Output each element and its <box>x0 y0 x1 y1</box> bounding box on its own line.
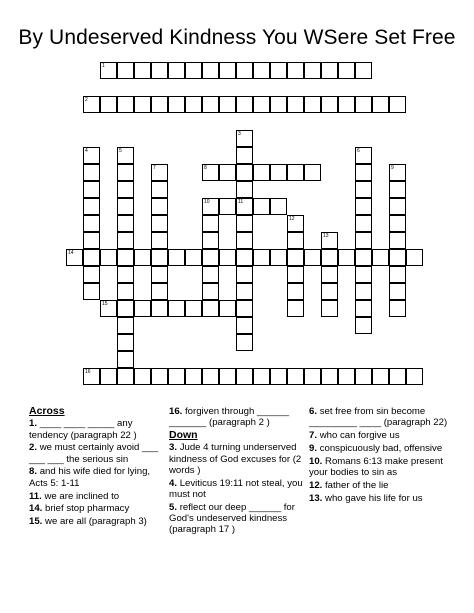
grid-cell[interactable] <box>100 62 117 79</box>
clue-down-3: 3. Jude 4 turning underserved kindness of God excuses for (2 words ) <box>169 442 302 476</box>
grid-cell[interactable] <box>151 96 168 113</box>
grid-cell[interactable] <box>270 368 287 385</box>
grid-cell[interactable] <box>185 96 202 113</box>
clue-column-left <box>29 406 159 529</box>
cell-number: 9 <box>391 165 394 171</box>
grid-cell[interactable] <box>304 62 321 79</box>
grid-cell[interactable] <box>270 249 287 266</box>
grid-cell[interactable] <box>355 368 372 385</box>
clue-across-8: 8. and his wife died for lying, Acts 5: 1-11 <box>29 466 151 489</box>
grid-cell[interactable] <box>83 215 100 232</box>
grid-cell[interactable] <box>253 62 270 79</box>
grid-cell[interactable] <box>168 62 185 79</box>
grid-cell[interactable] <box>338 368 355 385</box>
grid-cell[interactable] <box>372 368 389 385</box>
grid-cell[interactable] <box>219 368 236 385</box>
grid-cell[interactable] <box>389 164 406 181</box>
grid-cell[interactable] <box>117 334 134 351</box>
grid-cell[interactable] <box>168 96 185 113</box>
grid-cell[interactable] <box>83 96 100 113</box>
grid-cell[interactable] <box>219 62 236 79</box>
grid-cell[interactable] <box>117 215 134 232</box>
grid-cell[interactable] <box>202 266 219 283</box>
grid-cell[interactable] <box>389 96 406 113</box>
grid-cell[interactable] <box>117 232 134 249</box>
clue-across-11: 11. we are inclined to <box>29 490 120 502</box>
grid-cell[interactable] <box>236 164 253 181</box>
grid-cell[interactable] <box>236 96 253 113</box>
cell-number: 7 <box>153 165 156 171</box>
grid-cell[interactable] <box>151 249 168 266</box>
grid-cell[interactable] <box>355 215 372 232</box>
grid-cell[interactable] <box>321 368 338 385</box>
grid-cell[interactable] <box>83 249 100 266</box>
grid-cell[interactable] <box>338 62 355 79</box>
grid-cell[interactable] <box>236 300 253 317</box>
grid-cell[interactable] <box>355 96 372 113</box>
grid-cell[interactable] <box>355 232 372 249</box>
grid-cell[interactable] <box>202 62 219 79</box>
grid-cell[interactable] <box>117 368 134 385</box>
grid-cell[interactable] <box>151 181 168 198</box>
cell-number: 8 <box>204 165 207 171</box>
grid-cell[interactable] <box>168 368 185 385</box>
grid-cell[interactable] <box>134 300 151 317</box>
cell-number: 6 <box>357 148 360 154</box>
grid-cell[interactable] <box>151 300 168 317</box>
grid-cell[interactable] <box>355 164 372 181</box>
grid-cell[interactable] <box>117 198 134 215</box>
grid-cell[interactable] <box>151 215 168 232</box>
grid-cell[interactable] <box>287 96 304 113</box>
grid-cell[interactable] <box>236 334 253 351</box>
cell-number: 2 <box>85 97 88 103</box>
clue-across-14: 14. brief stop pharmacy <box>29 503 130 515</box>
grid-cell[interactable] <box>202 300 219 317</box>
down-heading: Down <box>169 429 198 442</box>
grid-cell[interactable] <box>270 96 287 113</box>
grid-cell[interactable] <box>355 300 372 317</box>
grid-cell[interactable] <box>151 232 168 249</box>
grid-cell[interactable] <box>151 198 168 215</box>
grid-cell[interactable] <box>236 181 253 198</box>
grid-cell[interactable] <box>270 198 287 215</box>
grid-cell[interactable] <box>219 300 236 317</box>
grid-cell[interactable] <box>151 62 168 79</box>
grid-cell[interactable] <box>151 164 168 181</box>
grid-cell[interactable] <box>151 368 168 385</box>
cell-number: 14 <box>68 250 74 256</box>
grid-cell[interactable] <box>287 266 304 283</box>
grid-cell[interactable] <box>304 249 321 266</box>
grid-cell[interactable] <box>236 62 253 79</box>
grid-cell[interactable] <box>355 181 372 198</box>
clue-down-10: 10. Romans 6:13 make present your bodies to sin as <box>309 455 443 478</box>
grid-cell[interactable] <box>253 368 270 385</box>
grid-cell[interactable] <box>321 62 338 79</box>
clue-across-2: 2. we must certainly avoid ___ ___ ___ the serious sin <box>29 442 159 465</box>
grid-cell[interactable] <box>66 249 83 266</box>
grid-cell[interactable] <box>389 300 406 317</box>
grid-cell[interactable] <box>355 266 372 283</box>
grid-cell[interactable] <box>134 96 151 113</box>
grid-cell[interactable] <box>355 317 372 334</box>
grid-cell[interactable] <box>287 249 304 266</box>
puzzle-title: By Undeserved Kindness You WSere Set Free <box>18 26 456 49</box>
grid-cell[interactable] <box>236 249 253 266</box>
grid-cell[interactable] <box>321 96 338 113</box>
grid-cell[interactable] <box>202 368 219 385</box>
clue-across-15: 15. we are all (paragraph 3) <box>29 516 147 528</box>
grid-cell[interactable] <box>321 300 338 317</box>
grid-cell[interactable] <box>83 232 100 249</box>
grid-cell[interactable] <box>389 181 406 198</box>
clue-down-9: 9. conspicuously bad, offensive <box>309 442 443 454</box>
grid-cell[interactable] <box>185 300 202 317</box>
grid-cell[interactable] <box>389 232 406 249</box>
grid-cell[interactable] <box>83 181 100 198</box>
grid-cell[interactable] <box>236 198 253 215</box>
grid-cell[interactable] <box>100 249 117 266</box>
grid-cell[interactable] <box>338 96 355 113</box>
grid-cell[interactable] <box>117 147 134 164</box>
grid-cell[interactable] <box>304 368 321 385</box>
grid-cell[interactable] <box>355 147 372 164</box>
grid-cell[interactable] <box>151 266 168 283</box>
grid-cell[interactable] <box>389 266 406 283</box>
grid-cell[interactable] <box>185 249 202 266</box>
grid-cell[interactable] <box>134 368 151 385</box>
cell-number: 3 <box>238 131 241 137</box>
grid-cell[interactable] <box>287 300 304 317</box>
grid-cell[interactable] <box>202 249 219 266</box>
clue-down-6: 6. set free from sin become _________ ____ (paragraph 22) <box>309 406 448 429</box>
grid-cell[interactable] <box>321 232 338 249</box>
grid-cell[interactable] <box>287 164 304 181</box>
cell-number: 11 <box>238 199 244 205</box>
grid-cell[interactable] <box>287 215 304 232</box>
cell-number: 12 <box>289 216 295 222</box>
grid-cell[interactable] <box>117 351 134 368</box>
grid-cell[interactable] <box>236 130 253 147</box>
grid-cell[interactable] <box>389 249 406 266</box>
grid-cell[interactable] <box>202 96 219 113</box>
grid-cell[interactable] <box>287 283 304 300</box>
grid-cell[interactable] <box>117 96 134 113</box>
cell-number: 10 <box>204 199 210 205</box>
grid-cell[interactable] <box>236 232 253 249</box>
grid-cell[interactable] <box>117 181 134 198</box>
grid-cell[interactable] <box>134 249 151 266</box>
grid-cell[interactable] <box>83 198 100 215</box>
cell-number: 4 <box>85 148 88 154</box>
grid-cell[interactable] <box>100 368 117 385</box>
clue-down-4: 4. Leviticus 19:11 not steal, you must not <box>169 477 303 501</box>
cell-number: 15 <box>102 301 108 307</box>
grid-cell[interactable] <box>168 300 185 317</box>
grid-cell[interactable] <box>236 147 253 164</box>
grid-cell[interactable] <box>219 249 236 266</box>
grid-cell[interactable] <box>338 249 355 266</box>
grid-cell[interactable] <box>83 368 100 385</box>
grid-cell[interactable] <box>236 283 253 300</box>
grid-cell[interactable] <box>185 368 202 385</box>
grid-cell[interactable] <box>134 62 151 79</box>
grid-cell[interactable] <box>287 62 304 79</box>
grid-cell[interactable] <box>321 283 338 300</box>
grid-cell[interactable] <box>321 249 338 266</box>
clue-down-7: 7. who can forgive us <box>309 430 400 442</box>
grid-cell[interactable] <box>202 215 219 232</box>
grid-cell[interactable] <box>117 164 134 181</box>
grid-cell[interactable] <box>83 147 100 164</box>
grid-cell[interactable] <box>355 62 372 79</box>
grid-cell[interactable] <box>406 249 423 266</box>
grid-cell[interactable] <box>168 249 185 266</box>
cell-number: 1 <box>102 63 105 69</box>
grid-cell[interactable] <box>304 96 321 113</box>
grid-cell[interactable] <box>151 283 168 300</box>
grid-cell[interactable] <box>236 266 253 283</box>
grid-cell[interactable] <box>219 96 236 113</box>
grid-cell[interactable] <box>355 249 372 266</box>
grid-cell[interactable] <box>236 215 253 232</box>
grid-cell[interactable] <box>321 266 338 283</box>
grid-cell[interactable] <box>117 249 134 266</box>
grid-cell[interactable] <box>236 368 253 385</box>
grid-cell[interactable] <box>219 198 236 215</box>
grid-cell[interactable] <box>202 164 219 181</box>
clue-column-middle <box>169 406 303 537</box>
clue-down-13: 13. who gave his life for us <box>309 492 423 504</box>
grid-cell[interactable] <box>270 62 287 79</box>
grid-cell[interactable] <box>202 198 219 215</box>
grid-cell[interactable] <box>100 300 117 317</box>
grid-cell[interactable] <box>389 215 406 232</box>
grid-cell[interactable] <box>100 96 117 113</box>
grid-cell[interactable] <box>406 368 423 385</box>
grid-cell[interactable] <box>389 198 406 215</box>
grid-cell[interactable] <box>117 317 134 334</box>
grid-cell[interactable] <box>253 249 270 266</box>
grid-cell[interactable] <box>304 164 321 181</box>
grid-cell[interactable] <box>253 164 270 181</box>
grid-cell[interactable] <box>287 232 304 249</box>
cell-number: 13 <box>323 233 329 239</box>
grid-cell[interactable] <box>83 283 100 300</box>
grid-cell[interactable] <box>83 266 100 283</box>
grid-cell[interactable] <box>372 249 389 266</box>
grid-cell[interactable] <box>270 164 287 181</box>
across-heading: Across <box>29 405 65 417</box>
clue-down-12: 12. father of the lie <box>309 479 389 491</box>
grid-cell[interactable] <box>236 317 253 334</box>
grid-cell[interactable] <box>83 164 100 181</box>
grid-cell[interactable] <box>253 96 270 113</box>
clue-down-5: 5. reflect our deep ______ for God's undeserved kindness (paragraph 17 ) <box>169 501 295 536</box>
clue-across-16: 16. forgiven through ______ _______ (paragraph 2 ) <box>169 406 290 429</box>
grid-cell[interactable] <box>185 62 202 79</box>
grid-cell[interactable] <box>202 283 219 300</box>
grid-cell[interactable] <box>355 198 372 215</box>
grid-cell[interactable] <box>355 283 372 300</box>
grid-cell[interactable] <box>117 62 134 79</box>
cell-number: 5 <box>119 148 122 154</box>
grid-cell[interactable] <box>219 164 236 181</box>
grid-cell[interactable] <box>287 368 304 385</box>
grid-cell[interactable] <box>372 96 389 113</box>
clue-across-1: 1. ____ ____ _____ any tendency (paragraph 22 ) <box>29 418 137 441</box>
grid-cell[interactable] <box>389 283 406 300</box>
grid-cell[interactable] <box>389 368 406 385</box>
grid-cell[interactable] <box>117 266 134 283</box>
grid-cell[interactable] <box>253 198 270 215</box>
clue-column-right <box>309 406 449 505</box>
cell-number: 16 <box>85 369 91 375</box>
grid-cell[interactable] <box>202 232 219 249</box>
grid-cell[interactable] <box>117 283 134 300</box>
grid-cell[interactable] <box>117 300 134 317</box>
